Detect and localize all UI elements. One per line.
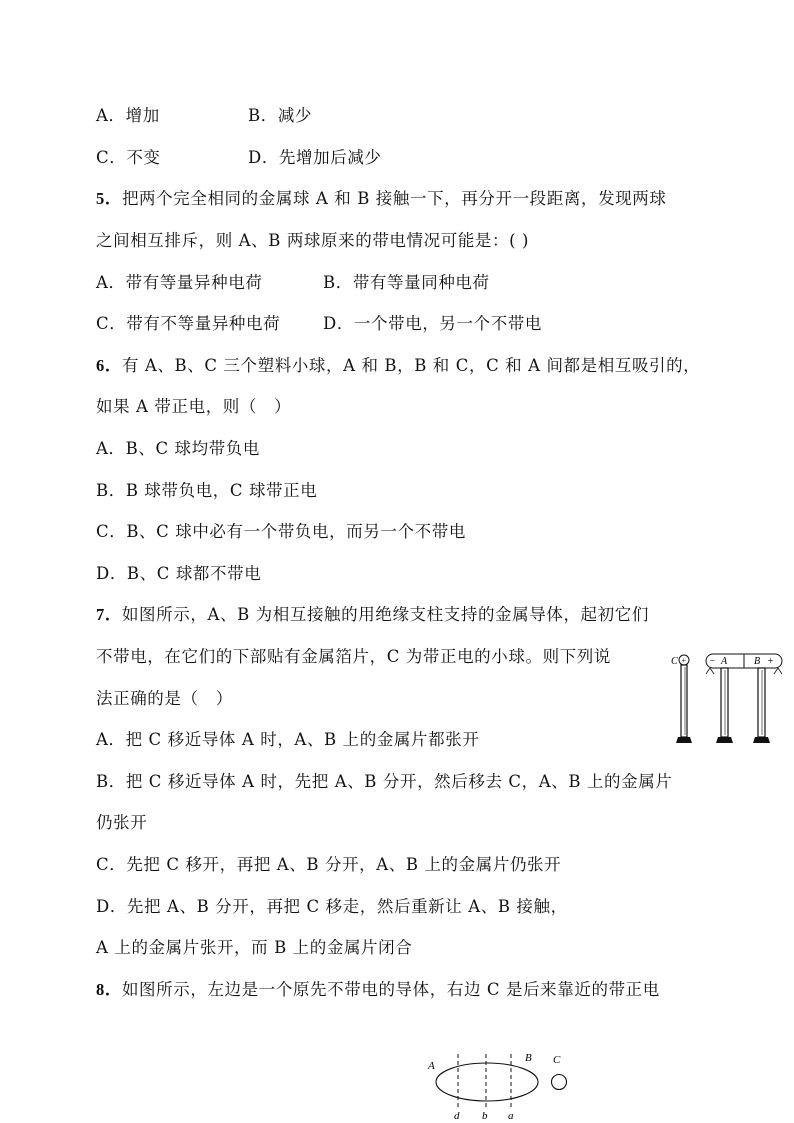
q7-base-c bbox=[676, 737, 692, 743]
q7-foil-a bbox=[706, 668, 714, 674]
q7-option-a: A．把 C 移近导体 A 时，A、B 上的金属片都张开 bbox=[96, 730, 480, 749]
q7-stem-line1 bbox=[96, 604, 649, 626]
q4-option-a: A．增加 bbox=[96, 106, 160, 125]
q7-option-d-line1: D．先把 A、B 分开，再把 C 移走，然后重新让 A、B 接触， bbox=[96, 897, 568, 916]
q7-base-b bbox=[753, 737, 770, 743]
q5-number: 5． bbox=[96, 189, 122, 208]
q7-label-plus: + bbox=[767, 656, 774, 667]
q8-conductor bbox=[436, 1063, 538, 1101]
q7-ball-c-plus: + bbox=[681, 656, 687, 665]
q6-option-d: D．B、C 球都不带电 bbox=[96, 564, 262, 583]
q7-label-a: A bbox=[721, 656, 728, 667]
q7-label-minus: − bbox=[709, 656, 716, 667]
q4-option-d: D．先增加后减少 bbox=[248, 148, 382, 167]
q8-number: 8． bbox=[96, 980, 122, 999]
q8-label-a: a bbox=[508, 1110, 514, 1120]
q8-label-c: C bbox=[553, 1054, 561, 1066]
q8-ball-c bbox=[552, 1075, 567, 1090]
q8-stem-text: 如图所示，左边是一个原先不带电的导体，右边 C 是后来靠近的带正电 bbox=[121, 980, 660, 999]
q7-post-a bbox=[721, 668, 728, 737]
q5-stem-text: 把两个完全相同的金属球 A 和 B 接触一下，再分开一段距离，发现两球 bbox=[121, 189, 667, 208]
q4-option-c: C．不变 bbox=[96, 148, 161, 167]
q6-stem-line2: 如果 A 带正电，则（ ） bbox=[96, 397, 292, 416]
q8-label-d: d bbox=[454, 1110, 460, 1120]
q7-label-b: B bbox=[754, 656, 761, 667]
q7-conductor-figure bbox=[670, 650, 786, 746]
q7-stem-line2: 不带电，在它们的下部贴有金属箔片，C 为带正电的小球。则下列说 bbox=[96, 647, 611, 666]
q7-label-c: C bbox=[671, 656, 678, 667]
q5-stem-line2: 之间相互排斥，则 A、B 两球原来的带电情况可能是：( ) bbox=[96, 231, 530, 250]
q7-post-b bbox=[758, 668, 765, 737]
q5-option-d: D．一个带电，另一个不带电 bbox=[323, 314, 543, 333]
q5-option-a: A．带有等量异种电荷 bbox=[96, 273, 263, 292]
q8-conductor-figure bbox=[426, 1046, 576, 1120]
q6-number: 6． bbox=[96, 356, 122, 375]
q8-label-a-end: A bbox=[428, 1060, 435, 1072]
q6-option-c: C．B、C 球中必有一个带负电，而另一个不带电 bbox=[96, 522, 466, 541]
q8-label-b: b bbox=[482, 1110, 488, 1120]
q7-option-b-line2: 仍张开 bbox=[96, 813, 148, 832]
q5-option-b: B．带有等量同种电荷 bbox=[323, 273, 490, 292]
q6-option-b: B．B 球带负电，C 球带正电 bbox=[96, 481, 318, 500]
q7-option-d-line2: A 上的金属片张开，而 B 上的金属片闭合 bbox=[96, 938, 413, 957]
q7-stem-line3: 法正确的是（ ） bbox=[96, 689, 233, 708]
q5-option-c: C．带有不等量异种电荷 bbox=[96, 314, 281, 333]
q7-base-a bbox=[716, 737, 733, 743]
q8-label-b-end: B bbox=[525, 1052, 532, 1064]
q7-post-c bbox=[681, 665, 687, 737]
q8-stem-line1 bbox=[96, 979, 660, 1001]
q7-option-c: C．先把 C 移开，再把 A、B 分开，A、B 上的金属片仍张开 bbox=[96, 855, 562, 874]
q5-stem-line1 bbox=[96, 188, 666, 210]
q6-stem-line1 bbox=[96, 355, 700, 377]
q7-stem-text: 如图所示，A、B 为相互接触的用绝缘支柱支持的金属导体，起初它们 bbox=[121, 605, 649, 624]
q6-stem-text: 有 A、B、C 三个塑料小球，A 和 B，B 和 C，C 和 A 间都是相互吸引的， bbox=[121, 356, 701, 375]
q6-option-a: A．B、C 球均带负电 bbox=[96, 439, 261, 458]
q4-option-b: B．减少 bbox=[248, 106, 313, 125]
q7-number: 7． bbox=[96, 605, 122, 624]
q7-foil-b bbox=[774, 668, 782, 674]
q7-option-b-line1: B．把 C 移近导体 A 时，先把 A、B 分开，然后移去 C，A、B 上的金属片 bbox=[96, 772, 673, 791]
